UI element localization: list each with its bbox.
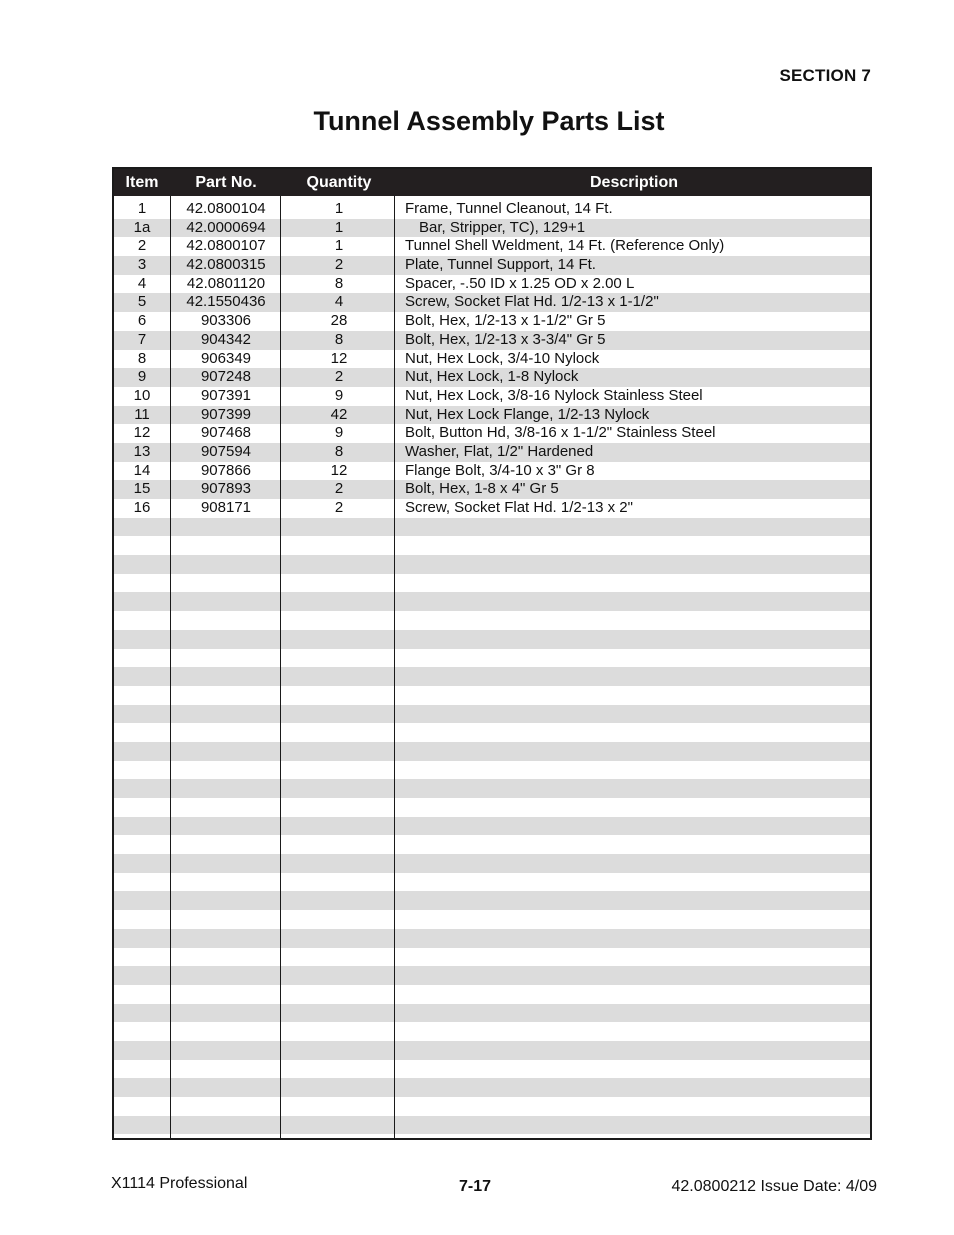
description-cell: Nut, Hex Lock, 3/4-10 Nylock	[405, 349, 600, 367]
table-row-empty	[114, 518, 870, 537]
item-cell: 9	[137, 368, 147, 386]
item-cell: 10	[133, 386, 151, 404]
footer-doc-issue: 42.0800212 Issue Date: 4/09	[671, 1178, 877, 1195]
table-row-empty	[114, 555, 870, 574]
quantity-cell: 1	[334, 237, 344, 255]
table-row-empty	[114, 798, 870, 817]
column-header-item: Item	[125, 174, 159, 191]
column-header-description: Description	[589, 174, 678, 191]
quantity-cell: 8	[334, 274, 344, 292]
table-row	[114, 387, 870, 406]
table-row	[114, 219, 870, 238]
table-row-empty	[114, 1060, 870, 1079]
description-cell: Frame, Tunnel Cleanout, 14 Ft.	[405, 200, 613, 217]
table-row-empty	[114, 1041, 870, 1060]
part-no-cell: 907594	[200, 442, 252, 460]
table-row-empty	[114, 761, 870, 780]
table-row-empty	[114, 667, 870, 686]
table-row	[114, 312, 870, 331]
quantity-cell: 9	[334, 386, 344, 404]
column-header-quantity: Quantity	[306, 174, 372, 191]
description-cell: Nut, Hex Lock, 3/8-16 Nylock Stainless Steel	[405, 386, 703, 404]
description-cell: Nut, Hex Lock, 1-8 Nylock	[405, 368, 579, 386]
item-cell: 16	[133, 499, 151, 516]
part-no-cell: 42.1550436	[186, 293, 266, 311]
description-cell: Plate, Tunnel Support, 14 Ft.	[405, 256, 596, 274]
table-row	[114, 406, 870, 425]
table-row	[114, 424, 870, 443]
table-row-empty	[114, 779, 870, 798]
description-cell: Screw, Socket Flat Hd. 1/2-13 x 2"	[405, 499, 633, 516]
part-no-cell: 903306	[200, 312, 252, 330]
item-cell: 15	[133, 480, 151, 498]
quantity-cell: 28	[330, 312, 348, 330]
description-cell: Bolt, Hex, 1/2-13 x 3-3/4" Gr 5	[405, 330, 606, 348]
quantity-cell: 8	[334, 330, 344, 348]
item-cell: 1	[137, 200, 147, 217]
description-cell: Screw, Socket Flat Hd. 1/2-13 x 1-1/2"	[405, 293, 659, 311]
table-row-empty	[114, 891, 870, 910]
footer-page-number: 7-17	[459, 1178, 492, 1195]
item-cell: 3	[137, 256, 147, 274]
table-row-empty	[114, 705, 870, 724]
description-cell: Bar, Stripper, TC), 129+1	[419, 218, 586, 236]
item-cell: 2	[137, 237, 147, 255]
description-cell: Flange Bolt, 3/4-10 x 3" Gr 8	[405, 461, 595, 479]
item-cell: 11	[134, 405, 150, 423]
part-no-cell: 906349	[200, 349, 252, 367]
item-cell: 6	[137, 312, 147, 330]
table-row-empty	[114, 536, 870, 555]
quantity-cell: 12	[330, 349, 348, 367]
item-cell: 8	[137, 349, 147, 367]
quantity-cell: 12	[330, 461, 348, 479]
column-divider	[170, 196, 171, 1138]
item-cell: 14	[133, 461, 151, 479]
part-no-cell: 908171	[200, 499, 252, 516]
part-no-cell: 907248	[200, 368, 252, 386]
quantity-cell: 2	[334, 480, 344, 498]
table-row	[114, 256, 870, 275]
table-row	[114, 275, 870, 294]
quantity-cell: 2	[334, 368, 344, 386]
table-row-empty	[114, 1078, 870, 1097]
part-no-cell: 904342	[200, 330, 252, 348]
part-no-cell: 907866	[200, 461, 252, 479]
description-cell: Nut, Hex Lock Flange, 1/2-13 Nylock	[405, 405, 650, 423]
table-row	[114, 237, 870, 256]
table-row	[114, 350, 870, 369]
part-no-cell: 42.0801120	[186, 274, 266, 292]
part-no-cell: 42.0800104	[186, 200, 266, 217]
parts-table	[112, 167, 872, 1140]
table-row-empty	[114, 649, 870, 668]
table-row	[114, 480, 870, 499]
footer-model: X1114 Professional	[111, 1175, 248, 1192]
item-cell: 4	[137, 274, 147, 292]
column-divider	[394, 196, 395, 1138]
description-cell: Bolt, Button Hd, 3/8-16 x 1-1/2" Stainless Steel	[405, 424, 716, 442]
table-row-empty	[114, 817, 870, 836]
quantity-cell: 2	[334, 256, 344, 274]
quantity-cell: 4	[334, 293, 344, 311]
table-row-empty	[114, 1022, 870, 1041]
part-no-cell: 907399	[200, 405, 252, 423]
table-row	[114, 331, 870, 350]
table-row-empty	[114, 686, 870, 705]
section-label: SECTION 7	[779, 66, 871, 85]
table-row-empty	[114, 630, 870, 649]
table-row-empty	[114, 929, 870, 948]
table-row-empty	[114, 574, 870, 593]
item-cell: 5	[137, 293, 147, 311]
column-divider	[280, 196, 281, 1138]
quantity-cell: 1	[334, 200, 344, 217]
table-row	[114, 200, 870, 219]
table-row-empty	[114, 1004, 870, 1023]
table-row-empty	[114, 985, 870, 1004]
table-row-empty	[114, 873, 870, 892]
table-row-empty	[114, 723, 870, 742]
table-header	[114, 169, 870, 196]
table-row-empty	[114, 1116, 870, 1135]
page-title: Tunnel Assembly Parts List	[313, 106, 665, 136]
column-header-part-no: Part No.	[195, 174, 257, 191]
table-row-empty	[114, 742, 870, 761]
table-body	[114, 200, 870, 1134]
part-no-cell: 42.0800107	[186, 237, 266, 255]
description-cell: Washer, Flat, 1/2" Hardened	[405, 442, 594, 460]
description-cell: Bolt, Hex, 1-8 x 4" Gr 5	[405, 480, 559, 498]
table-row-empty	[114, 910, 870, 929]
description-cell: Tunnel Shell Weldment, 14 Ft. (Reference Only)	[405, 237, 725, 255]
table-row-empty	[114, 948, 870, 967]
item-cell: 12	[133, 424, 151, 442]
quantity-cell: 42	[330, 405, 348, 423]
part-no-cell: 42.0800315	[186, 256, 266, 274]
item-cell: 1a	[133, 218, 151, 236]
part-no-cell: 42.0000694	[186, 218, 266, 236]
quantity-cell: 1	[334, 218, 344, 236]
part-no-cell: 907468	[200, 424, 252, 442]
table-row	[114, 368, 870, 387]
table-row	[114, 499, 870, 518]
item-cell: 13	[133, 442, 151, 460]
description-cell: Spacer, -.50 ID x 1.25 OD x 2.00 L	[405, 274, 635, 292]
item-cell: 7	[137, 330, 147, 348]
table-row-empty	[114, 966, 870, 985]
table-row-empty	[114, 611, 870, 630]
table-row	[114, 293, 870, 312]
table-row-empty	[114, 1097, 870, 1116]
part-no-cell: 907391	[200, 386, 252, 404]
quantity-cell: 8	[334, 442, 344, 460]
table-row	[114, 443, 870, 462]
table-row	[114, 462, 870, 481]
quantity-cell: 2	[334, 499, 344, 516]
table-row-empty	[114, 592, 870, 611]
table-row-empty	[114, 835, 870, 854]
quantity-cell: 9	[334, 424, 344, 442]
table-row-empty	[114, 854, 870, 873]
part-no-cell: 907893	[200, 480, 252, 498]
description-cell: Bolt, Hex, 1/2-13 x 1-1/2" Gr 5	[405, 312, 606, 330]
